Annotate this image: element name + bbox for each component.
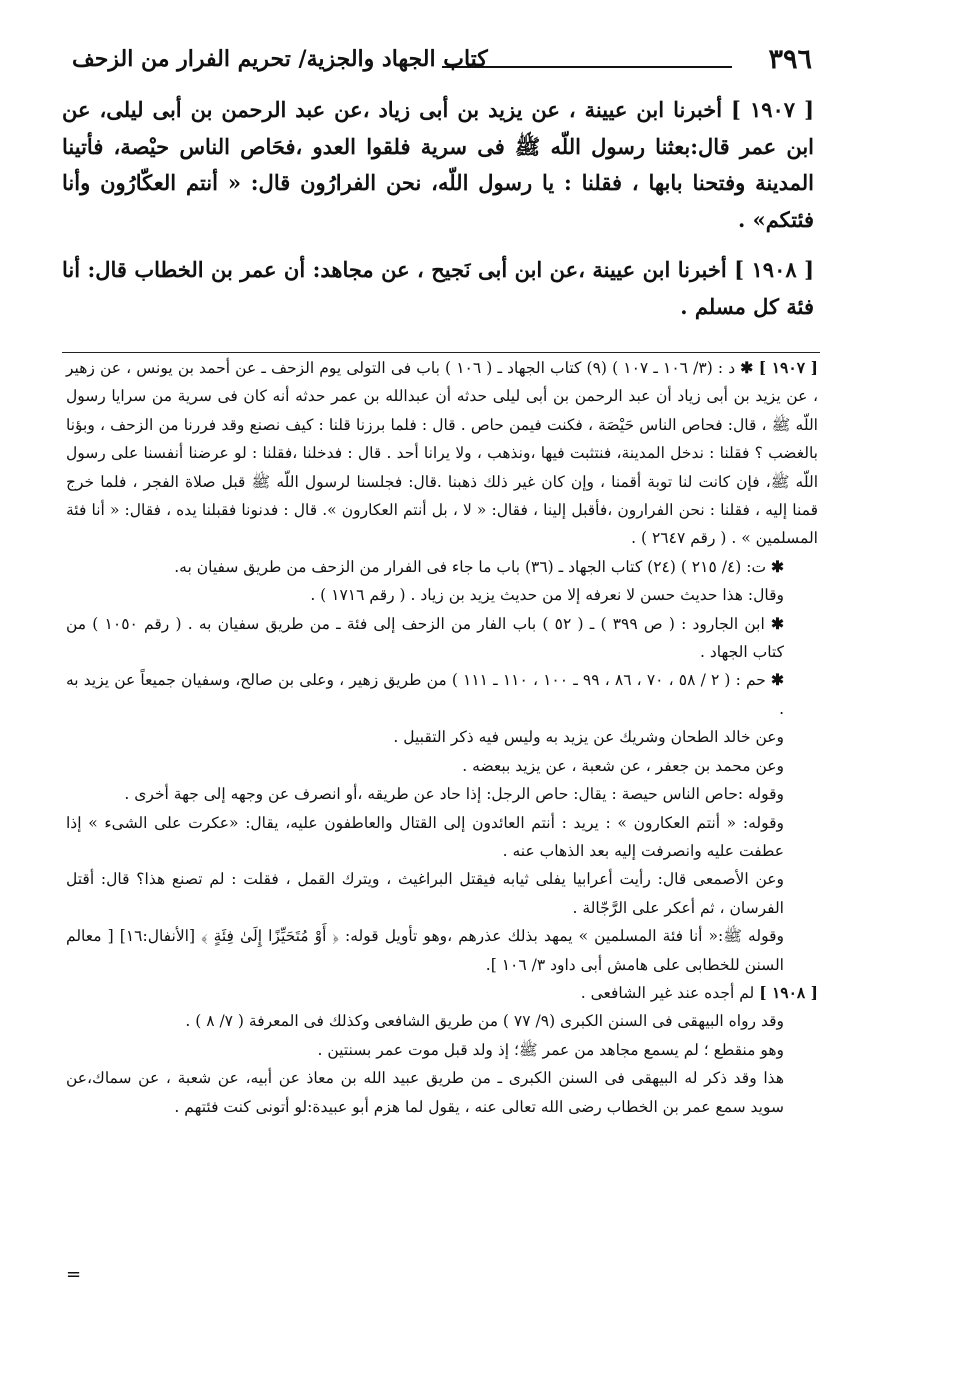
hadith-text: أخبرنا ابن عيينة ، عن يزيد بن أبى زياد ،عن عبد الرحمن بن أبى ليلى، عن ابن عمر قال:بعثنا رسول اللّه ﷺ فى سرية فلقوا العدو ،فحَاص الناس حيْصة، فأتينا المدينة وفتحنا بابها ، فقلنا : يا رسول اللّه، نحن الفرارُون قال: « أنتم العكّارُون وأنا فئتكم» .: [62, 97, 814, 232]
footnote-separator: [62, 352, 820, 353]
hadith-number: [ ١٩٠٨ ]: [734, 257, 815, 282]
footnote-text: وقال: هذا حديث حسن لا نعرفه إلا من حديث يزيد بن زياد . ( رقم ١٧١٦ ) .: [310, 586, 784, 605]
hadith-number: [ ١٩٠٧ ]: [731, 97, 815, 122]
footnote-1908: [66, 979, 818, 1007]
footnote-text: وعن الأصمعى قال: رأيت أعرابيا يفلى ثيابه فيقتل البراغيث ، ويترك القمل ، فقلت : لم تصنع هذا؟ قال: أقتل الفرسان ، ثم أعكر على الرَّجّالة .: [66, 870, 784, 917]
footnote-bayhaqi-2: [66, 1064, 818, 1121]
footnote-bayhaqi: [66, 1007, 818, 1035]
footnote-text: وقد رواه البيهقى فى السنن الكبرى (٩/ ٧٧ ) من طريق الشافعى وكذلك فى المعرفة ( ٧/ ٨ ) .: [185, 1012, 784, 1031]
hadith-text: أخبرنا ابن عيينة ،عن ابن أبى نَجيح ، عن مجاهد: أن عمر بن الخطاب قال: أنا فئة كل مسلم .: [62, 257, 814, 319]
footnote-explanation: [66, 780, 818, 808]
running-title: كتاب الجهاد والجزية/ تحريم الفرار من الزحف: [72, 46, 488, 72]
footnote-munqati: [66, 1036, 818, 1064]
footnote-text: وقوله ﷺ:« أنا فئة المسلمين » يمهد بذلك عذرهم ،وهو تأويل قوله: ﴿ أَوْ مُتَحَيِّزًا إِلَىٰ فِئَةٍ ﴾ [الأنفال:١٦] [ معالم السنن للخطابى على هامش أبى داود ٣/ ١٠٦ ].: [66, 927, 784, 974]
footnote-text: وهو منقطع ؛ لم يسمع مجاهد من عمر ﷺ؛ إذ ولد قبل موت عمر بسنتين .: [317, 1040, 784, 1059]
footnote-line: [66, 752, 818, 780]
page-header: [72, 44, 812, 84]
footnote-mark: ✱: [770, 613, 784, 633]
footnote-text: ابن الجارود : ( ص ٣٩٩ ) ـ ( ٥٢ ) باب الفار من الزحف إلى فئة ـ من طريق سفيان به . ( رقم ١٠٥٠ ) من كتاب الجهاد .: [66, 614, 784, 662]
footnote-ibn-jarud: [66, 610, 818, 667]
footnote-text: وعن خالد الطحان وشريك عن يزيد به وليس فيه ذكر التقبيل .: [393, 728, 784, 747]
footnote-mark: ✱: [771, 670, 785, 690]
footnote-head: [ ١٩٠٨ ]: [759, 982, 818, 1002]
footnote-explanation: [66, 809, 818, 866]
continuation-mark: =: [66, 1264, 82, 1285]
footnote-tirmidhi: [66, 553, 818, 581]
footnote-text: هذا وقد ذكر له البيهقى فى السنن الكبرى ـ من طريق عبيد الله بن معاذ عن أبيه، عن شعبة ، عن سماك،عن سويد سمع عمر بن الخطاب رضى الله تعالى عنه ، يقول لما هزم أبو عبيدة:لو أتونى كنت فئتهم .: [66, 1069, 784, 1116]
footnote-asmai: [66, 865, 818, 922]
footnote-text: د : (٣/ ١٠٦ ـ ١٠٧ ) (٩) كتاب الجهاد ـ ( ١٠٦ ) باب فى التولى يوم الزحف ـ عن أحمد بن يونس ، عن زهير ، عن يزيد بن أبى زياد أن عبد الرحمن بن أبى ليلى حدثه أن عبدالله بن عمر حدثه أنه كان فى سرية من سرايا رسول اللّه ﷺ ، قال: فحاص الناس حَيْصَة ، فكنت فيمن حاص . قال : فلما برزنا قلنا : كيف نصنع وقد فررنا من الزحف ، وبؤنا بالغضب ؟ فقلنا : ندخل المدينة، فنتثبت فيها ،ونذهب ، ولا يرانا أحد . قال : فدخلنا ،فقلنا : لو عرضنا أنفسنا على رسول اللّه ﷺ، فإن كانت لنا توبة أقمنا ، وإن كان غير ذلك ذهبنا .قال: فجلسنا لرسول اللّه ﷺ قبل صلاة الفجر ، فلما خرج قمنا إليه ، فقلنا : نحن الفرارون ،فأقبل إلينا ، فقال: « لا ، بل أنتم العكارون ». قال : فدنونا فقبلنا يده ، فقال: « أنا فئة المسلمين » . ( رقم ٢٦٤٧ ) .: [66, 359, 818, 548]
footnote-ahmad: [66, 666, 818, 723]
footnote-khattabi: [66, 922, 818, 979]
footnote-text: ت: (٤/ ٢١٥ ) (٢٤) كتاب الجهاد ـ (٣٦) باب ما جاء فى الفرار من الزحف من طريق سفيان به.: [174, 557, 767, 576]
footnote-mark: ✱: [771, 556, 784, 576]
hadith-1907: [62, 92, 814, 238]
footnote-tirmidhi-comment: [66, 581, 818, 609]
footnotes: [66, 354, 818, 1121]
main-text: [62, 92, 814, 325]
footnote-text: وعن محمد بن جعفر ، عن شعبة ، عن يزيد ببعضه .: [462, 756, 784, 775]
footnote-text: وقوله: « أنتم العكارون » : يريد : أنتم العائدون إلى القتال والعاطفون عليه، يقال: «عكرت على الشىء » إذا عطفت عليه وانصرفت إليه بعد الذهاب عنه .: [66, 813, 784, 860]
footnote-1907: [66, 354, 818, 553]
page-number: ٣٩٦: [768, 44, 812, 75]
footnote-text: وقوله :حاص الناس حيصة : يقال: حاص الرجل: إذا حاد عن طريقه ،أو انصرف عن وجهه إلى جهة أخرى .: [124, 785, 784, 804]
footnote-line: [66, 723, 818, 751]
footnote-text: حم : ( ٢ / ٥٨ ، ٧٠ ، ٨٦ ، ٩٩ ـ ١٠٠ ، ١١٠ ـ ١١١ ) من طريق زهير ، وعلى بن صالح، وسفيان جميعاً عن يزيد به .: [66, 671, 784, 718]
hadith-1908: [62, 252, 814, 325]
footnote-head: [ ١٩٠٧ ] ✱: [740, 358, 818, 377]
footnote-text: لم أجده عند غير الشافعى .: [580, 983, 755, 1002]
